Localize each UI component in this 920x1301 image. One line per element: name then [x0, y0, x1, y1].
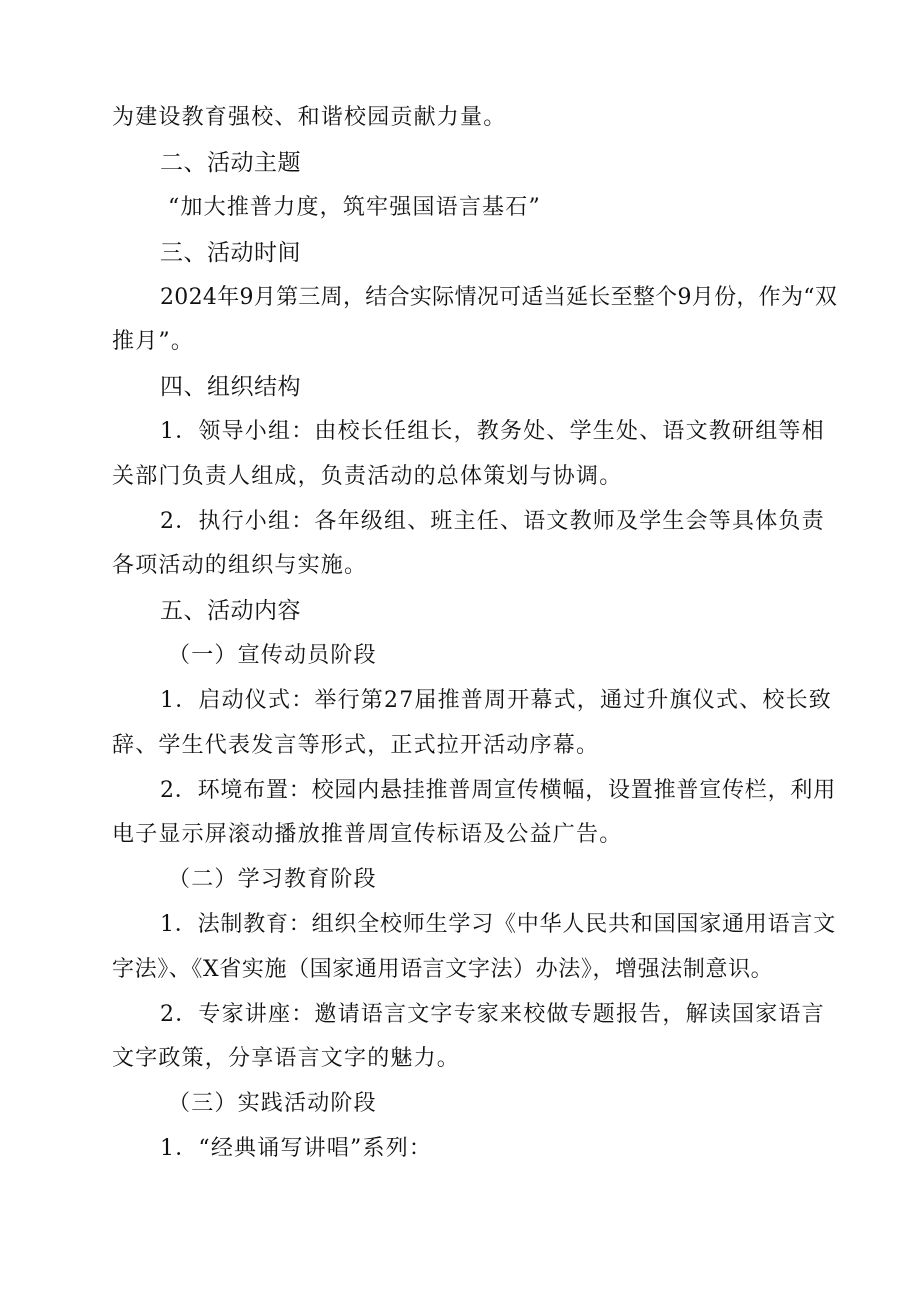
leadership-group-item-cont: 关部门负责人组成，负责活动的总体策划与协调。 — [112, 464, 623, 489]
expert-lecture-item: 2．专家讲座：邀请语言文字专家来校做专题报告，解读国家语言 — [160, 1002, 825, 1027]
subsection-heading-education: （二）学习教育阶段 — [168, 867, 377, 892]
section-heading-time: 三、活动时间 — [160, 240, 301, 266]
launch-ceremony-item-cont: 辞、学生代表发言等形式，正式拉开活动序幕。 — [112, 733, 600, 758]
subsection-heading-practice: （三）实践活动阶段 — [168, 1091, 377, 1116]
expert-lecture-item-cont: 文字政策，分享语言文字的魅力。 — [112, 1046, 461, 1071]
subsection-heading-promotion: （一）宣传动员阶段 — [168, 643, 377, 668]
paragraph-continuation: 为建设教育强校、和谐校园贡献力量。 — [112, 105, 507, 130]
execution-group-item: 2．执行小组：各年级组、班主任、语文教师及学生会等具体负责 — [160, 509, 825, 534]
section-heading-content: 五、活动内容 — [160, 598, 301, 624]
activity-theme-slogan: “加大推普力度，筑牢强国语言基石” — [168, 195, 541, 220]
environment-setup-item-cont: 电子显示屏滚动播放推普周宣传标语及公益广告。 — [112, 822, 623, 847]
environment-setup-item: 2．环境布置：校园内悬挂推普周宣传横幅，设置推普宣传栏，利用 — [160, 778, 836, 803]
execution-group-item-cont: 各项活动的组织与实施。 — [112, 553, 368, 578]
leadership-group-item: 1．领导小组：由校长任组长，教务处、学生处、语文教研组等相 — [160, 419, 825, 444]
legal-education-item: 1．法制教育：组织全校师生学习《中华人民共和国国家通用语言文 — [160, 912, 836, 937]
activity-time-text: 2024年9月第三周，结合实际情况可适当延长至整个9月份，作为“双 — [160, 285, 838, 310]
section-heading-organization: 四、组织结构 — [160, 374, 301, 400]
activity-time-text-cont: 推月”。 — [112, 329, 195, 354]
section-heading-theme: 二、活动主题 — [160, 150, 301, 176]
legal-education-item-cont: 字法》、《X省实施（国家通用语言文字法）办法》，增强法制意识。 — [112, 957, 774, 982]
launch-ceremony-item: 1．启动仪式：举行第27届推普周开幕式，通过升旗仪式、校长致 — [160, 688, 832, 713]
classics-series-item: 1．“经典诵写讲唱”系列： — [160, 1136, 433, 1161]
